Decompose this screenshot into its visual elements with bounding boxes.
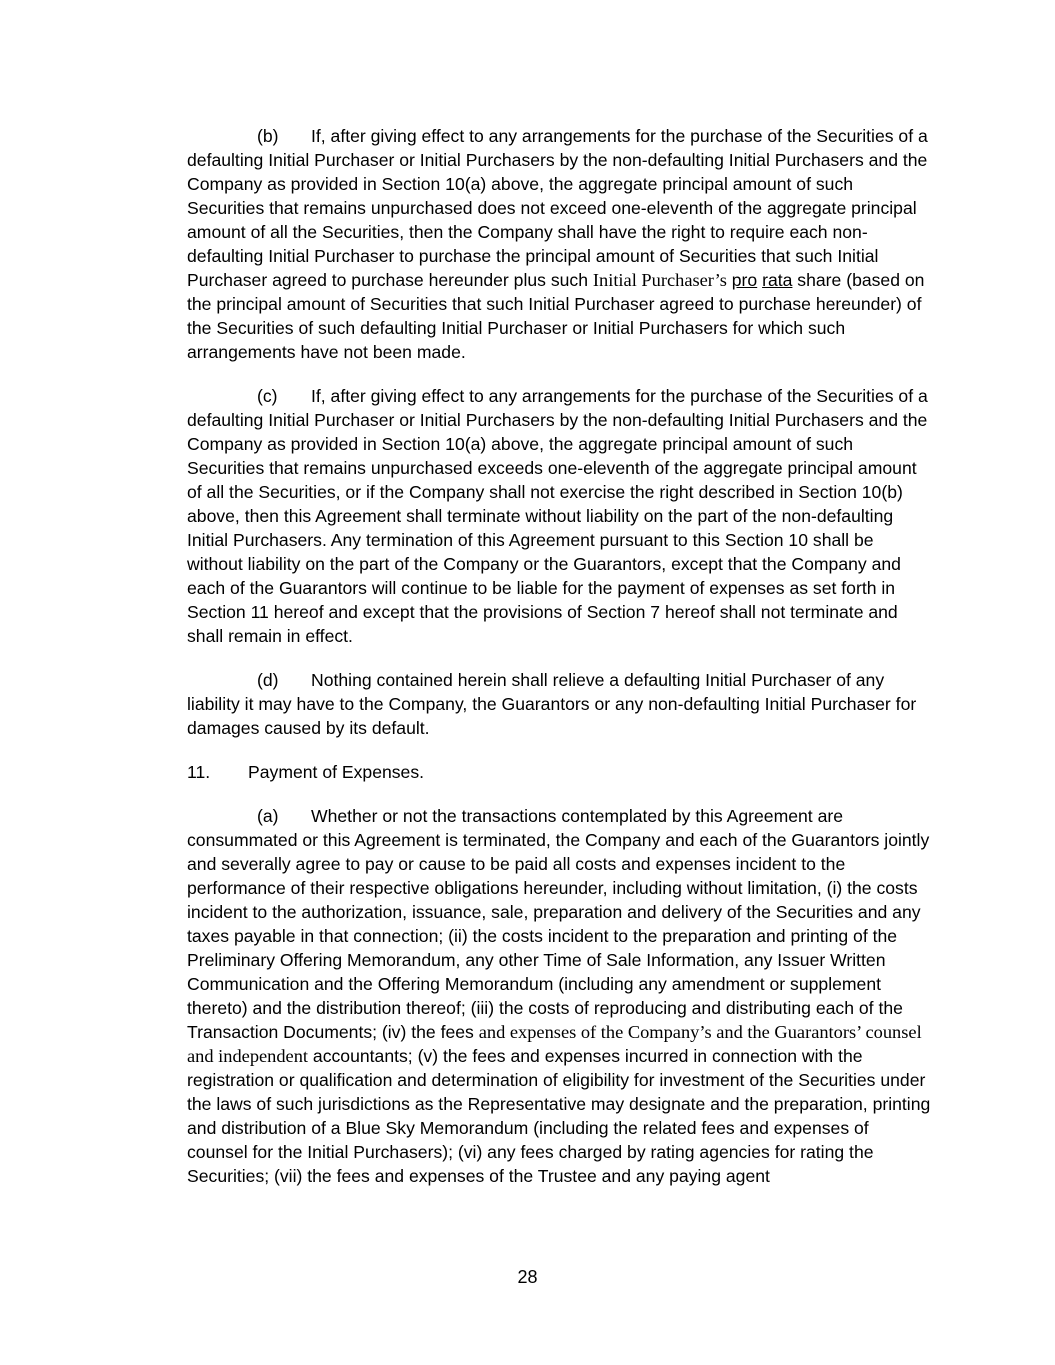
- paragraph-text: Whether or not the transactions contemplated by this Agreement are consummated or this Agreement is terminated, the Company and each of the Guarantors jointly and severally agree to pay or cause to be paid all costs and expenses incident to the performance of their respective obligations hereunder, including without limitation, (i) the costs incident to the authorization, issuance, sale, preparation and delivery of the Securities and any taxes payable in that connection; (ii) the costs incident to the preparation and printing of the Preliminary Offering Memorandum, any other Time of Sale Information, any Issuer Written Communication and the Offering Memorandum (including any amendment or supplement thereto) and the distribution thereof; (iii) the costs of reproducing and distributing each of the Transaction Documents; (iv) the fees: [187, 806, 930, 1042]
- section-11-heading: [187, 760, 932, 784]
- paragraph-10d: [187, 668, 932, 740]
- page-number: 28: [517, 1267, 538, 1287]
- serif-text-run: Initial Purchaser’s: [592, 270, 727, 290]
- section-title: Payment of Expenses.: [248, 762, 425, 782]
- paragraph-text: If, after giving effect to any arrangements for the purchase of the Securities of a defaulting Initial Purchaser or Initial Purchasers by the non-defaulting Initial Purchasers and the Company as provided in Section 10(a) above, the aggregate principal amount of such Securities that remains unpurchased exceeds one-eleventh of the aggregate principal amount of all the Securities, or if the Company shall not exercise the right described in Section 10(b) above, then this Agreement shall terminate without liability on the part of the non-defaulting Initial Purchasers. Any termination of this Agreement pursuant to this Section 10 shall be without liability on the part of the Company or the Guarantors, except that the Company and each of the Guarantors will continue to be liable for the payment of expenses as set forth in Section 11 hereof and except that the provisions of Section 7 hereof shall not terminate and shall remain in effect.: [187, 386, 928, 646]
- paragraph-marker: (d): [257, 670, 279, 690]
- document-body: [187, 124, 932, 1208]
- paragraph-text: accountants; (v) the fees and expenses incurred in connection with the registration or qualification and determination of eligibility for investment of the Securities under the laws of such jurisdictions as the Representative may designate and the preparation, printing and distribution of a Blue Sky Memorandum (including the related fees and expenses of counsel for the Initial Purchasers); (vi) any fees charged by rating agencies for rating the Securities; (vii) the fees and expenses of the Trustee and any paying agent: [187, 1046, 931, 1186]
- paragraph-text: share (based on the principal amount of Securities that such Initial Purchaser agreed to purchase hereunder) of the Securities of such defaulting Initial Purchaser or Initial Purchasers for which such arrangements have not been made.: [187, 270, 925, 362]
- paragraph-text: Nothing contained herein shall relieve a defaulting Initial Purchaser of any liability it may have to the Company, the Guarantors or any non-defaulting Initial Purchaser for damages caused by its default.: [187, 670, 917, 738]
- paragraph-marker: (c): [257, 386, 278, 406]
- underlined-text: pro: [731, 270, 758, 290]
- paragraph-10b: [187, 124, 932, 364]
- underlined-text: rata: [762, 270, 793, 290]
- paragraph-10c: [187, 384, 932, 648]
- paragraph-text: If, after giving effect to any arrangements for the purchase of the Securities of a defaulting Initial Purchaser or Initial Purchasers by the non-defaulting Initial Purchasers and the Company as provided in Section 10(a) above, the aggregate principal amount of such Securities that remains unpurchased does not exceed one-eleventh of the aggregate principal amount of all the Securities, then the Company shall have the right to require each non-defaulting Initial Purchaser to purchase the principal amount of Securities that such Initial Purchaser agreed to purchase hereunder plus such: [187, 126, 928, 290]
- serif-text-run: and expenses of the Company’s and the Guarantors’ counsel and independent: [187, 1022, 922, 1066]
- section-number: 11.: [187, 762, 211, 782]
- paragraph-11a: [187, 804, 932, 1188]
- paragraph-marker: (a): [257, 806, 279, 826]
- paragraph-marker: (b): [257, 126, 279, 146]
